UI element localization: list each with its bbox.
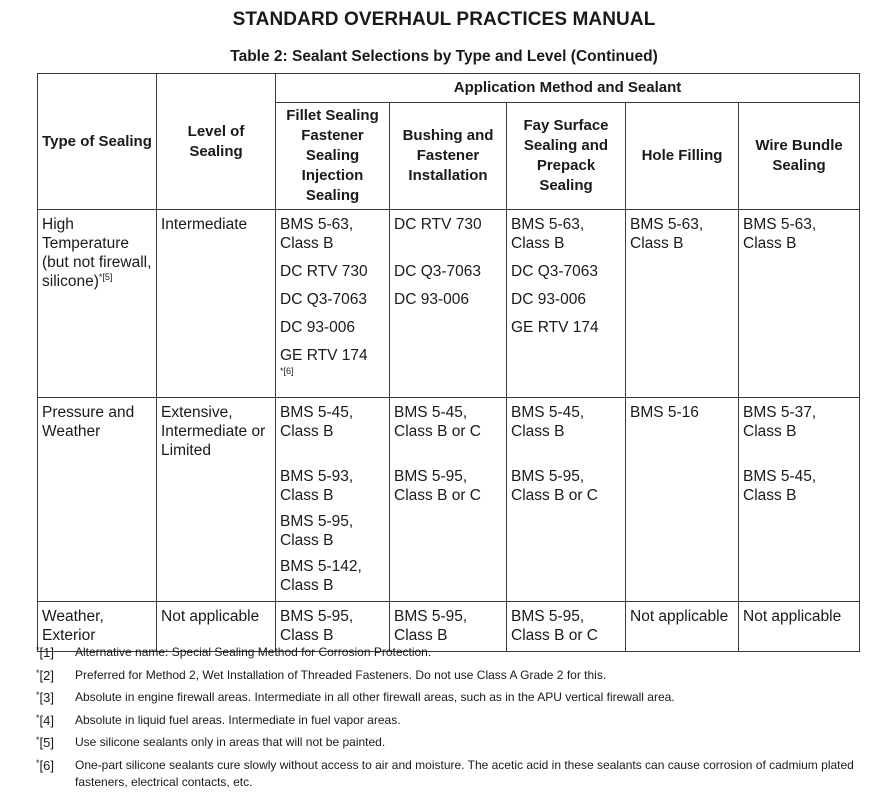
sealant-entry: BMS 5-63, Class B [511,216,585,252]
cell-wire [739,210,860,398]
table-caption: Table 2: Sealant Selections by Type and Level (Continued) [230,48,658,65]
sealant-entry: DC Q3-7063 [280,291,368,308]
footnote-number: [2] [39,667,54,683]
footnote-ref: *[5] [98,272,113,282]
cell-fillet [276,398,390,602]
footnote-star: * [36,735,40,745]
header-bushing-fastener: Bushing and Fastener Installation [390,103,507,210]
sealant-entry: GE RTV 174 [511,319,599,336]
sealant-entry: DC 93-006 [394,291,469,308]
header-application-method: Application Method and Sealant [276,74,860,103]
footnote-number: [5] [39,735,54,750]
level-text: Extensive, Intermediate or Limited [161,404,266,459]
sealant-entry: BMS 5-45, Class B [743,468,817,504]
header-fay-surface: Fay Surface Sealing and Prepack Sealing [507,103,626,210]
cell-bushing [390,210,507,398]
header-type-of-sealing: Type of Sealing [38,74,157,210]
type-text: High Temperature (but not firewall, silicone) [42,216,152,290]
sealant-entry: BMS 5-37, Class B [743,404,817,440]
sealant-entry: BMS 5-45, Class B or C [394,404,481,440]
sealant-entry: DC Q3-7063 [511,263,599,280]
sealant-entry: BMS 5-45, Class B [511,404,585,440]
footnote-number: [4] [39,712,54,728]
type-text: Weather, Exterior [42,608,104,644]
footnote-star: * [36,667,40,678]
footnote-star: * [36,712,40,723]
sealant-entry: BMS 5-45, Class B [280,404,354,440]
sealant-entry: BMS 5-142, Class B [280,558,362,594]
cell-fay [507,398,626,602]
footnote-star: * [36,690,40,700]
sealant-entry: BMS 5-63, Class B [630,216,704,252]
cell-fay [507,210,626,398]
footnote [36,667,856,684]
table-row [38,398,860,602]
sealant-entry: Not applicable [743,608,842,625]
footnote-text: Absolute in engine firewall areas. Intermediate in all other firewall areas, such as in the APU vertical firewall area. [75,690,675,704]
footnote-number: [6] [39,757,54,773]
footnote-star: * [36,645,40,655]
footnotes [36,644,856,796]
sealant-selection-table [37,73,860,652]
footnote-text: Use silicone sealants only in areas that will not be painted. [75,735,386,749]
cell-bushing [390,398,507,602]
cell-type [38,398,157,602]
sealant-entry: Not applicable [630,608,729,625]
sealant-entry: BMS 5-93, Class B [280,468,354,504]
sealant-entry: BMS 5-95, Class B or C [511,608,598,644]
sealant-entry: BMS 5-95, Class B [280,513,354,549]
sealant-entry: BMS 5-95, Class B or C [394,468,481,504]
cell-wire [739,398,860,602]
footnote-text: Absolute in liquid fuel areas. Intermediate in fuel vapor areas. [75,712,401,727]
header-fillet-sealing: Fillet Sealing Fastener Sealing Injection Sealing [276,103,390,210]
footnote-ref: *[6] [280,366,294,376]
sealant-entry: DC RTV 730 [394,216,482,233]
type-text: Pressure and Weather [42,404,135,440]
sealant-entry: BMS 5-63, Class B [743,216,817,252]
footnote-star: * [36,757,40,768]
footnote-text: Alternative name: Special Sealing Method for Corrosion Protection. [75,645,432,659]
footnote [36,757,856,791]
footnote-number: [1] [39,645,54,660]
level-text: Not applicable [161,608,260,625]
cell-hole [626,398,739,602]
level-text: Intermediate [161,216,248,233]
cell-fillet [276,210,390,398]
cell-type [38,210,157,398]
page-title: STANDARD OVERHAUL PRACTICES MANUAL [232,9,656,30]
sealant-entry: BMS 5-63, Class B [280,216,354,252]
sealant-entry: DC 93-006 [280,319,355,336]
sealant-entry: DC RTV 730 [280,263,368,280]
sealant-entry: BMS 5-95, Class B or C [511,468,598,504]
footnote-number: [3] [39,690,54,705]
header-level-of-sealing: Level of Sealing [157,74,276,210]
cell-hole [626,210,739,398]
sealant-entry: BMS 5-16 [630,404,699,421]
header-wire-bundle: Wire Bundle Sealing [739,103,860,210]
sealant-entry: BMS 5-95, Class B [394,608,468,644]
header-hole-filling: Hole Filling [626,103,739,210]
sealant-entry: DC Q3-7063 [394,263,482,280]
cell-level [157,398,276,602]
cell-level [157,210,276,398]
table-row [38,210,860,398]
footnote-text: One-part silicone sealants cure slowly without access to air and moisture. The acetic acid in these sealants can cause corrosion of cadmium plated fasteners, electrical contacts, etc. [75,757,854,789]
footnote [36,712,856,729]
footnote [36,734,856,751]
sealant-entry: BMS 5-95, Class B [280,608,354,644]
footnote [36,644,856,661]
sealant-entry: DC 93-006 [511,291,586,308]
footnote [36,689,856,706]
sealant-entry: GE RTV 174 [280,347,368,364]
footnote-text: Preferred for Method 2, Wet Installation of Threaded Fasteners. Do not use Class A Grade 2 for this. [75,667,607,682]
